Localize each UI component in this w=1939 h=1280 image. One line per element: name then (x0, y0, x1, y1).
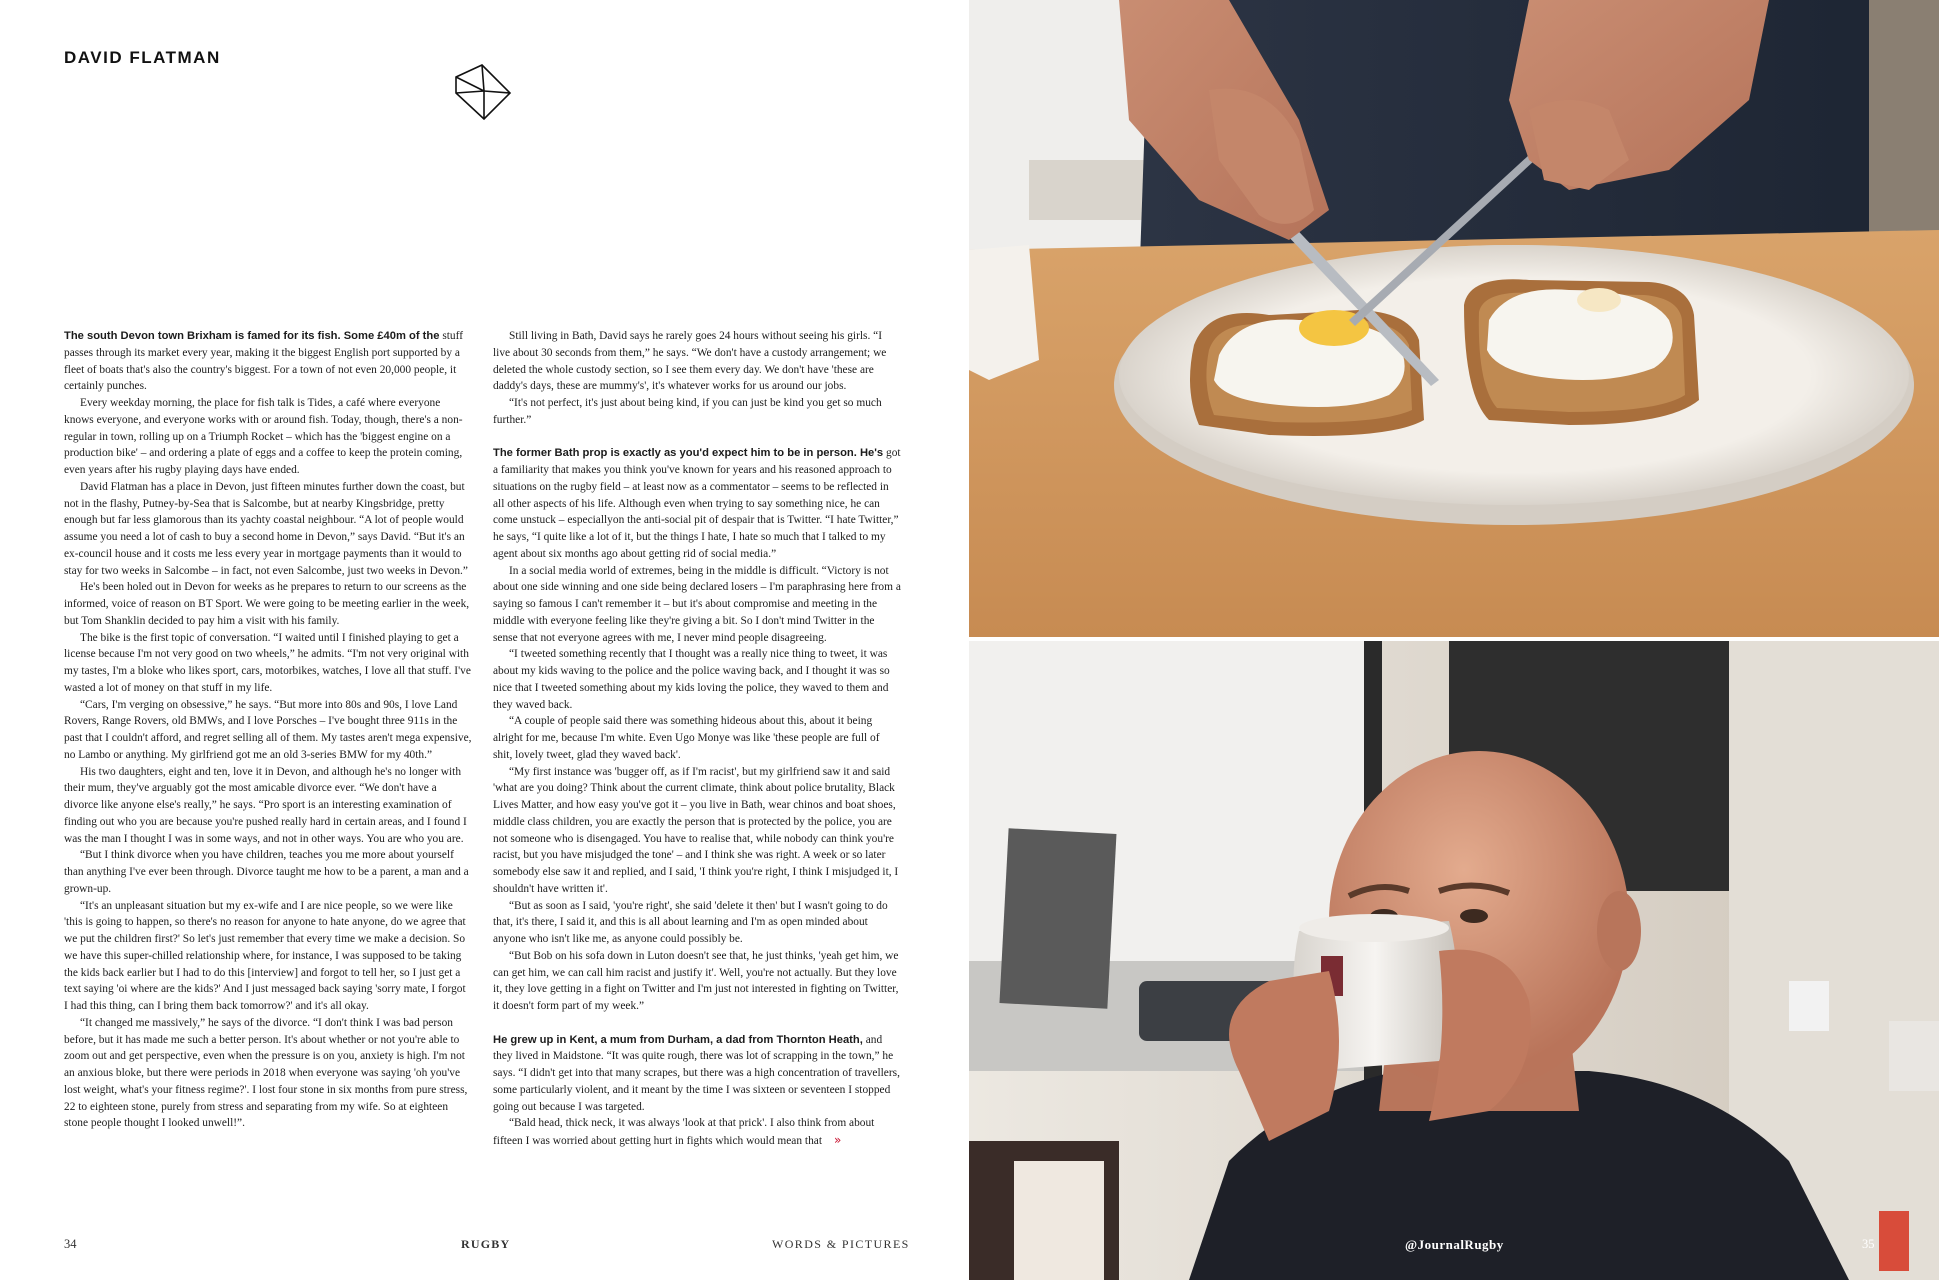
last-paragraph-text: “Bald head, thick neck, it was always 'look at that prick'. I also think from about fifteen I was worried about getting hurt in fights which would mean that (493, 1117, 875, 1147)
body-paragraph: “I tweeted something recently that I thought was a really nice thing to tweet, it was about my kids waving to the police and the police waving back, and I thought it was so nice that I tweeted something about my kids loving the police, they waved to them and they waved back. (493, 648, 890, 711)
body-paragraph: Every weekday morning, the place for fish talk is Tides, a café where everyone knows everyone, and everyone works with or around fish. Today, though, there's a non-regular in town, rolling up on a Triumph Rocket – which has the 'biggest engine on a production bike' – and ordering a plate of eggs and a coffee to keep the protein coming, even years after his rugby playing days have ended. (64, 397, 463, 476)
man-drinking-coffee-illustration (969, 641, 1939, 1280)
photo-man-drinking-coffee (969, 641, 1939, 1280)
body-paragraph: “It changed me massively,” he says of the divorce. “I don't think I was bad person before, but it has made me such a better person. It's about whether or not you're able to zoom out and get perspective, even when the pressure is on you, anxiety is high. I'm not an anxious bloke, but there were periods in 2018 when everyone was saying 'oh you've lost weight, what's your fitness regime?'. I lost four stone in six months from pure stress, 22 to eighteen stone, purely from stress and separating from my wife. So at eighteen stone people thought I looked unwell!”. (64, 1016, 468, 1130)
continue-arrow-icon: » (833, 1133, 842, 1147)
body-paragraph: “My first instance was 'bugger off, as if I'm racist', but my girlfriend saw it and said 'what are you doing? Think about the current climate, think about police brutality, Black Lives Matter, and how easy you've got it – you live in Bath, wear chinos and boat shoes, middle class children, you are exactly the person that is protected by the police, you are not someone who is disengaged. You have to realise that, while nobody can think you're racist, but you have misjudged the tone' – and I think she was right. A week or so later somebody else saw it and replied, and I said, 'I think you're right, I think I misjudged it, I shouldn't have written it'. (493, 765, 899, 895)
body-paragraph: His two daughters, eight and ten, love it in Devon, and although he's no longer with their mum, they've arguably got the most amicable divorce ever. “We don't have a divorce like anyone else's really,” he says. “Pro sport is an interesting examination of finding out who you are because you're pushed really hard in certain areas, and I found I was the man I thought I was in some ways, and not in other ways. You are who you are. (64, 765, 467, 845)
subsection-text: and they lived in Maidstone. “It was quite rough, there was lot of scrapping in the town,” he says. “I didn't get into that many scrapes, but there was a high concentration of travellers, some particularly violent, and it meant by the time I was sixteen or seventeen I stopped going out because I was targeted. (493, 1033, 900, 1113)
social-handle: @JournalRugby (1405, 1237, 1504, 1252)
subsection-text: got a familiarity that makes you think you've known for years and his reasoned approach to situations on the rugby field – at least now as a commentator – seems to be reflected in all other aspects of his life. Although even when trying to say something nice, he can come unstuck – especiallyon the anti-social pit of despair that is Twitter. “I hate Twitter,” he says, “I quite like a lot of it, but the things I hate, I hate so much that I talked to my agent about six months ago about getting rid of social media.” (493, 447, 901, 560)
body-paragraph: “Cars, I'm verging on obsessive,” he says. “But more into 80s and 90s, I love Land Rovers, Range Rovers, old BMWs, and I love Porsches – I've bought three 911s in the past that I couldn't afford, and regret selling all of them. My tastes aren't mega expensive, no Lambo or anything. My girlfriend got me an old 3-series BMW for my 40th.” (64, 698, 472, 761)
page-number-left: 34 (64, 1237, 77, 1251)
body-paragraph: “But I think divorce when you have children, teaches you me more about yourself than anything I've ever been through. Divorce taught me how to be a parent, a man and a grown-up. (64, 849, 469, 895)
body-paragraph: “But as soon as I said, 'you're right', she said 'delete it then' but I wasn't going to do that, it's there, I said it, and this is all about learning and I'm as open minded about anyone who isn't like me, as anyone could possibly be. (493, 899, 888, 945)
author-name: DAVID FLATMAN (64, 48, 221, 67)
body-paragraph: Still living in Bath, David says he rarely goes 24 hours without seeing his girls. “I live about 30 seconds from them,” he says. “We don't have a custody arrangement; we deleted the whole custody section, so I see them every day. We don't have 'these are daddy's days, these are mummy's', it's whatever works for us around our jobs. (493, 330, 887, 393)
body-paragraph: “It's not perfect, it's just about being kind, if you can just be kind you get so much further.” (493, 397, 882, 426)
body-paragraph: In a social media world of extremes, being in the middle is difficult. “Victory is not about one side winning and one side being declared losers – I'm paraphrasing here from a saying so famous I can't remember it – but it's about compromise and meeting in the middle with everyone feeling like they're giving a bit. So I don't mind Twitter in the sense that not everyone agrees with me, I never mind people disagreeing. (493, 564, 901, 644)
body-paragraph: “A couple of people said there was something hideous about this, about it being alright for me, because I'm white. Even Ugo Monye was like 'these people are full of shit, lovely tweet, glad they waved back'. (493, 715, 880, 761)
lead-text: stuff passes through its market every year, making it the biggest English port supported by a fleet of boats that's also the country's biggest. For a town of not even 20,000 people, it certainly punches. (64, 330, 463, 393)
body-paragraph: “But Bob on his sofa down in Luton doesn't see that, he just thinks, 'yeah get him, we can get him, we can call him racist and justify it'. Well, you're not actually. But they love it, they love getting in a fight on Twitter and I'm just not interested in fighting on Twitter, it doesn't form part of my week.” (493, 949, 899, 1012)
geometric-cube-logo-icon (454, 63, 512, 121)
body-paragraph: He's been holed out in Devon for weeks as he prepares to return to our screens as the informed, voice of reason on BT Sport. We were going to be meeting earlier in the week, but Tom Shanklin decided to pay him a visit with his family. (64, 581, 470, 627)
magazine-name: RUGBY (461, 1237, 511, 1251)
subsection-bold-intro: He grew up in Kent, a mum from Durham, a dad from Thornton Heath, (493, 1033, 863, 1046)
subsection-paragraph (493, 445, 901, 562)
body-paragraph: David Flatman has a place in Devon, just fifteen minutes further down the coast, but not in the flashy, Putney-by-Sea that is Salcombe, but at nearby Kingsbridge, pretty enough but far less glamorous than its yachty coastal neighbour. “A lot of people would assume you need a lot of cash to buy a second home in Devon,” says David. “But it's an ex-council house and it costs me less every year in mortgage payments than it would to stay for two weeks in Salcombe – in fact, not even Salcombe, just two weeks in Devon.” (64, 480, 468, 577)
subsection-paragraph (493, 1032, 901, 1116)
left-page (0, 0, 969, 1280)
subsection-bold-intro: The former Bath prop is exactly as you'd expect him to be in person. He's (493, 447, 884, 460)
eggs-on-toast-illustration (969, 0, 1939, 637)
right-page (969, 0, 1939, 1280)
body-paragraph: The bike is the first topic of conversation. “I waited until I finished playing to get a license because I'm not very good on two wheels,” he admits. “I'm not very original with my tastes, I'm a bloke who likes sport, cars, motorbikes, watches, I love all that stuff. I've wasted a lot of money on that stuff in my life. (64, 631, 471, 694)
article-column-1 (64, 328, 472, 1198)
article-column-2 (493, 328, 901, 1198)
photo-eggs-on-toast (969, 0, 1939, 637)
photo-credit-label: WORDS & PICTURES (772, 1237, 910, 1251)
lead-bold-intro: The south Devon town Brixham is famed for its fish. Some £40m of the (64, 330, 440, 342)
body-paragraph (493, 1115, 901, 1150)
lead-paragraph (64, 328, 472, 395)
body-paragraph: “It's an unpleasant situation but my ex-wife and I are nice people, so we were like 'this is going to happen, so there's no reason for anyone to hate anyone, do we agree that we put the children first?' So let's just remember that every time we make a decision. So we have this super-chilled relationship where, for instance, I was supposed to be taking the kids back earlier but I had to do this [interview] and forgot to tell her, so I just get a text saying 'oi where are the kids?' And I just messaged back saying 'sorry mate, I forgot I had this thing, can I bring them back tomorrow?' and it's all okay. (64, 899, 466, 1012)
page-number-right: 35 (1862, 1237, 1875, 1251)
